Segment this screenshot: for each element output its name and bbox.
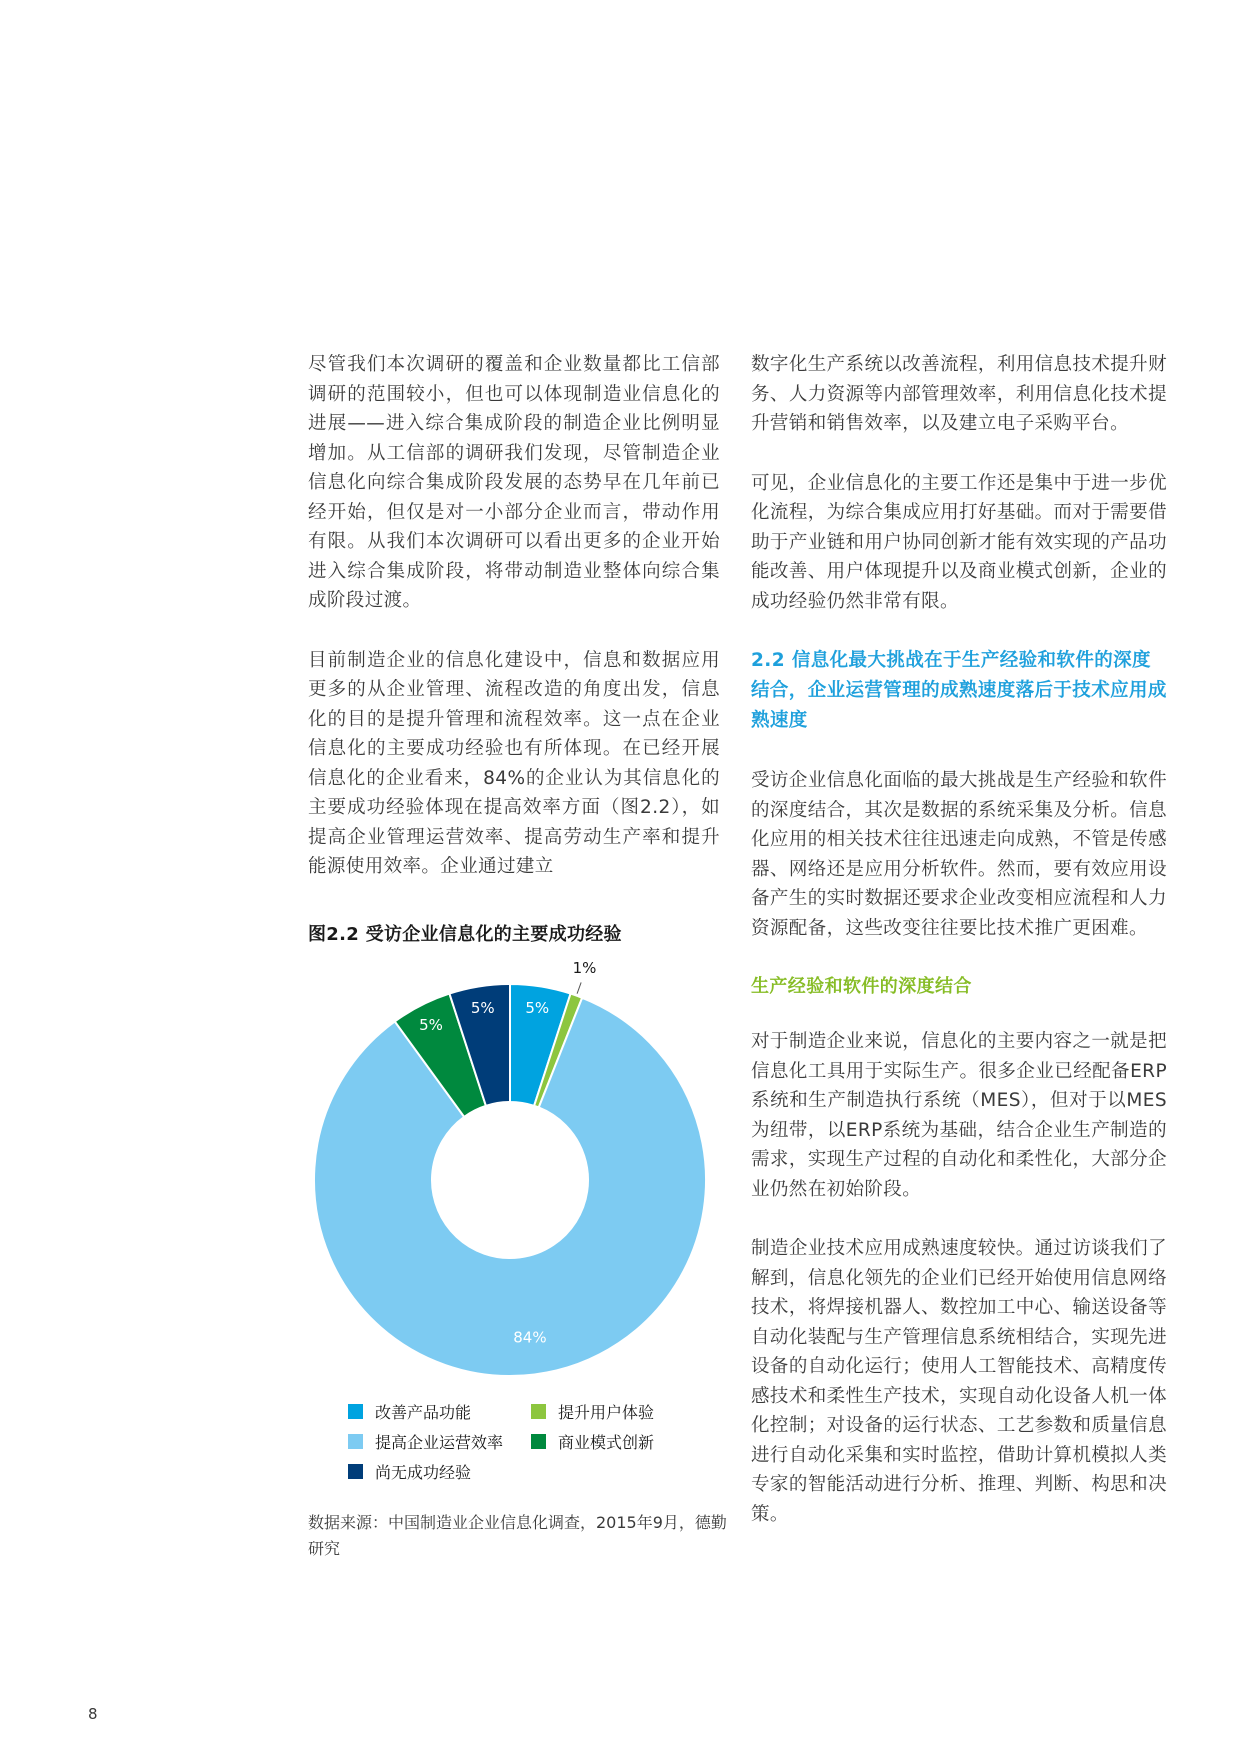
- figure-title: 图2.2 受访企业信息化的主要成功经验: [308, 924, 622, 945]
- slice-label-1: 1%: [572, 959, 597, 978]
- body-paragraph: 可见，企业信息化的主要工作还是集中于进一步优化流程，为综合集成应用打好基础。而对于需要借助于产业链和用户协同创新才能有效实现的产品功能改善、用户体现提升以及商业模式创新，企业的成功经验仍然非常有限。: [751, 472, 1167, 612]
- slice-label-4: 5%: [470, 999, 495, 1018]
- legend-swatch: [348, 1464, 363, 1479]
- slice-label-3: 5%: [419, 1015, 443, 1034]
- body-paragraph: 制造企业技术应用成熟速度较快。通过访谈我们了解到，信息化领先的企业们已经开始使用信息网络技术，将焊接机器人、数控加工中心、输送设备等自动化装配与生产管理信息系统相结合，实现先进设备的自动化运行；使用人工智能技术、高精度传感技术和柔性生产技术，实现自动化设备人机一体化控制；对设备的运行状态、工艺参数和质量信息进行自动化采集和实时监控，借助计算机模拟人类专家的智能活动进行分析、推理、判断、构思和决策。: [751, 1238, 1167, 1525]
- slice-label-2: 84%: [513, 1328, 547, 1347]
- left-column: [308, 350, 720, 912]
- legend-swatch: [348, 1434, 363, 1449]
- sub-heading: 生产经验和软件的深度结合: [751, 976, 972, 997]
- legend-swatch: [531, 1434, 546, 1449]
- legend-item-no-experience: [348, 1460, 471, 1483]
- body-paragraph: 尽管我们本次调研的覆盖和企业数量都比工信部调研的范围较小，但也可以体现制造业信息化的进展——进入综合集成阶段的制造企业比例明显增加。从工信部的调研我们发现，尽管制造企业信息化向综合集成阶段发展的态势早在几年前已经开始，但仅是对一小部分企业而言，带动作用有限。从我们本次调研可以看出更多的企业开始进入综合集成阶段，将带动制造业整体向综合集成阶段过渡。: [308, 354, 720, 611]
- legend-label: 商业模式创新: [558, 1433, 655, 1452]
- body-paragraph: 数字化生产系统以改善流程，利用信息技术提升财务、人力资源等内部管理效率，利用信息化技术提升营销和销售效率，以及建立电子采购平台。: [751, 354, 1167, 434]
- legend-label: 改善产品功能: [375, 1403, 472, 1422]
- legend-item-improve-product: [348, 1400, 471, 1423]
- legend-label: 提升用户体验: [558, 1403, 655, 1422]
- legend-item-business-model: [531, 1430, 654, 1453]
- legend-label: 提高企业运营效率: [375, 1433, 504, 1452]
- donut-chart: [300, 959, 720, 1390]
- right-column: [751, 350, 1167, 1559]
- body-paragraph: 对于制造企业来说，信息化的主要内容之一就是把信息化工具用于实际生产。很多企业已经配备ERP系统和生产制造执行系统（MES），但对于以MES为纽带，以ERP系统为基础，结合企业生产制造的需求，实现生产过程的自动化和柔性化，大部分企业仍然在初始阶段。: [751, 1031, 1167, 1200]
- body-paragraph: 目前制造企业的信息化建设中，信息和数据应用更多的从企业管理、流程改造的角度出发，信息化的目的是提升管理和流程效率。这一点在企业信息化的主要成功经验也有所体现。在已经开展信息化的企业看来，84%的企业认为其信息化的主要成功经验体现在提高效率方面（图2.2），如提高企业管理运营效率、提高劳动生产率和提升能源使用效率。企业通过建立: [308, 649, 720, 877]
- slice-leader-line-1: [577, 982, 581, 993]
- legend-item-operational-efficiency: [348, 1430, 503, 1453]
- legend-swatch: [348, 1404, 363, 1419]
- slice-label-0: 5%: [525, 999, 550, 1018]
- body-paragraph: 受访企业信息化面临的最大挑战是生产经验和软件的深度结合，其次是数据的系统采集及分析。信息化应用的相关技术往往迅速走向成熟，不管是传感器、网络还是应用分析软件。然而，要有效应用设备产生的实时数据还要求企业改变相应流程和人力资源配备，这些改变往往要比技术推广更困难。: [751, 770, 1167, 939]
- page-number: 8: [88, 1705, 98, 1723]
- legend-swatch: [531, 1404, 546, 1419]
- figure-source: 数据来源：中国制造业企业信息化调查，2015年9月，德勤研究: [308, 1513, 727, 1558]
- legend-label: 尚无成功经验: [375, 1463, 472, 1482]
- chart-slices: [314, 984, 706, 1376]
- legend-item-user-experience: [531, 1400, 654, 1423]
- section-heading: 2.2 信息化最大挑战在于生产经验和软件的深度结合，企业运营管理的成熟速度落后于技术应用成熟速度: [751, 650, 1167, 731]
